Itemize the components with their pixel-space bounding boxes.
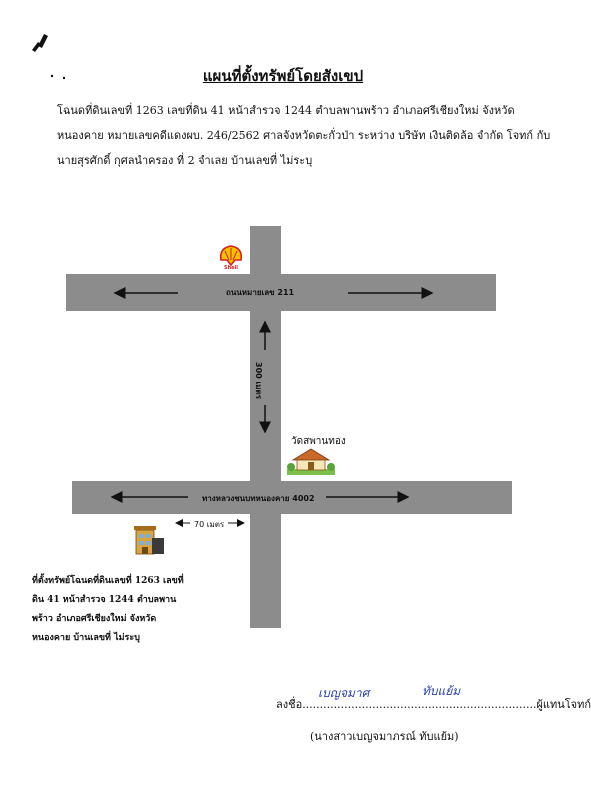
bottom-road-label: ทางหลวงชนบทหนองคาย 4002 — [202, 494, 315, 503]
temple-icon — [287, 447, 335, 475]
signatory-name: (นางสาวเบญจมาภรณ์ ทับแย้ม) — [310, 730, 459, 743]
description-line-1: โฉนดที่ดินเลขที่ 1263 เลขที่ดิน 41 หน้าสำรวจ 1244 ตำบลพานพร้าว อำเภอศรีเชียงใหม่ จังหวัด — [57, 104, 515, 117]
property-line-2: ดิน 41 หน้าสำรวจ 1244 ตำบลพาน — [32, 595, 177, 605]
property-line-1: ที่ตั้งทรัพย์โฉนดที่ดินเลขที่ 1263 เลขที่ — [32, 576, 184, 586]
vertical-distance-label: 300 เมตร — [253, 362, 263, 399]
temple-label: วัดสพานทอง — [291, 436, 346, 447]
signature-suffix: ผู้แทนโจทก์ — [536, 698, 591, 711]
shell-logo-icon — [219, 244, 243, 270]
property-line-4: หนองคาย บ้านเลขที่ ไม่ระบุ — [32, 633, 140, 643]
signature-dots: ................................................................... — [302, 698, 537, 711]
description-line-3: นายสุรศักดิ์ กุศลนำครอง ที่ 2 จำเลย บ้านเลขที่ ไม่ระบุ — [57, 154, 313, 167]
property-location-label — [32, 572, 182, 648]
property-line-3: พร้าว อำเภอศรีเชียงใหม่ จังหวัด — [32, 614, 157, 624]
horizontal-distance-label: 70 เมตร — [194, 520, 225, 529]
signature-handwriting-2: ทับแย้ม — [422, 684, 461, 698]
top-road-label: ถนนหมายเลข 211 — [226, 288, 295, 297]
signature-handwriting-1: เบญจมาศ — [318, 686, 370, 700]
property-building-icon — [134, 526, 166, 556]
svg-text:Shell: Shell — [224, 265, 238, 271]
description-line-2: หนองคาย หมายเลขคดีแดงผบ. 246/2562 ศาลจังหวัดตะกั่วป่า ระหว่าง บริษัท เงินติดล้อ จำกัด โจทก์ กับ — [57, 129, 551, 142]
signature-prefix: ลงชื่อ — [276, 698, 303, 711]
page-title: แผนที่ตั้งทรัพย์โดยสังเขป — [202, 67, 364, 85]
